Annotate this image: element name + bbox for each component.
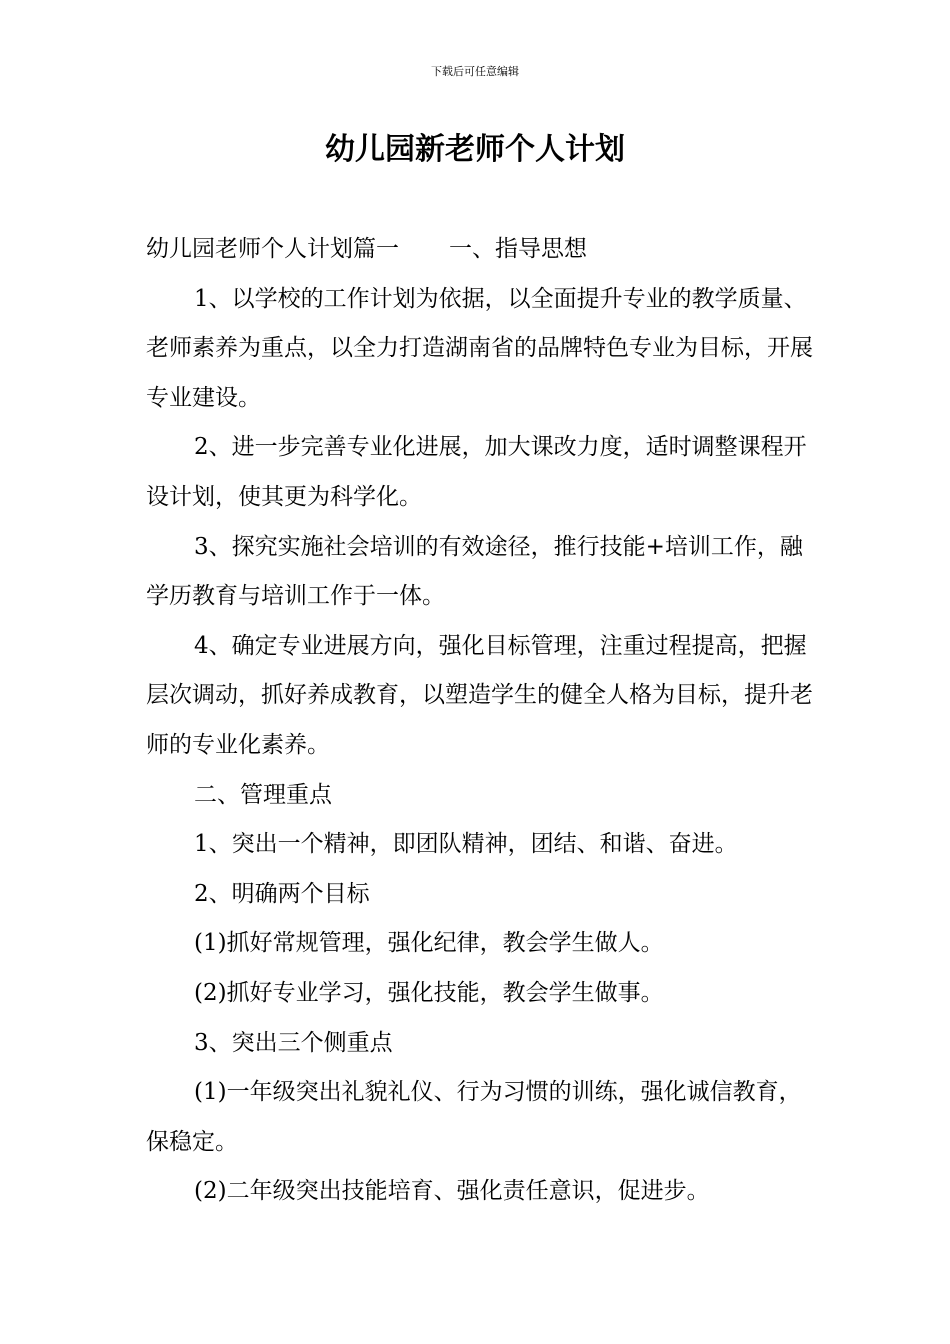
section-heading-1: 一、指导思想 — [449, 236, 587, 262]
paragraph-7: (1)抓好常规管理，强化纪律，教会学生做人。 — [194, 930, 664, 957]
header-note: 下载后可任意编辑 — [431, 65, 519, 78]
paragraph-8: (2)抓好专业学习，强化技能，教会学生做事。 — [194, 979, 664, 1006]
section-heading-2: 二、管理重点 — [194, 781, 332, 808]
paragraph-9: 3、突出三个侧重点 — [194, 1029, 393, 1056]
intro-line — [146, 225, 818, 275]
intro-lead: 幼儿园老师个人计划篇一 — [146, 236, 399, 262]
paragraph-10: (1)一年级突出礼貌礼仪、行为习惯的训练，强化诚信教育，保稳定。 — [146, 1079, 802, 1155]
document-title: 幼儿园新老师个人计划 — [325, 132, 625, 167]
paragraph-6: 2、明确两个目标 — [194, 880, 370, 907]
paragraph-3: 3、探究实施社会培训的有效途径，推行技能+培训工作，融学历教育与培训工作于一体。 — [146, 533, 803, 610]
paragraph-1: 1、以学校的工作计划为依据，以全面提升专业的教学质量、老师素养为重点，以全力打造湖南省的品牌特色专业为目标，开展专业建设。 — [146, 285, 813, 411]
paragraph-2: 2、进一步完善专业化进展，加大课改力度，适时调整课程开设计划，使其更为科学化。 — [146, 434, 807, 510]
document-body — [146, 225, 818, 1217]
paragraph-11: (2)二年级突出技能培育、强化责任意识，促进步。 — [194, 1178, 710, 1205]
paragraph-5: 1、突出一个精神，即团队精神，团结、和谐、奋进。 — [194, 831, 738, 858]
paragraph-4: 4、确定专业进展方向，强化目标管理，注重过程提高，把握层次调动，抓好养成教育，以塑造学生的健全人格为目标，提升老师的专业化素养。 — [146, 632, 813, 758]
